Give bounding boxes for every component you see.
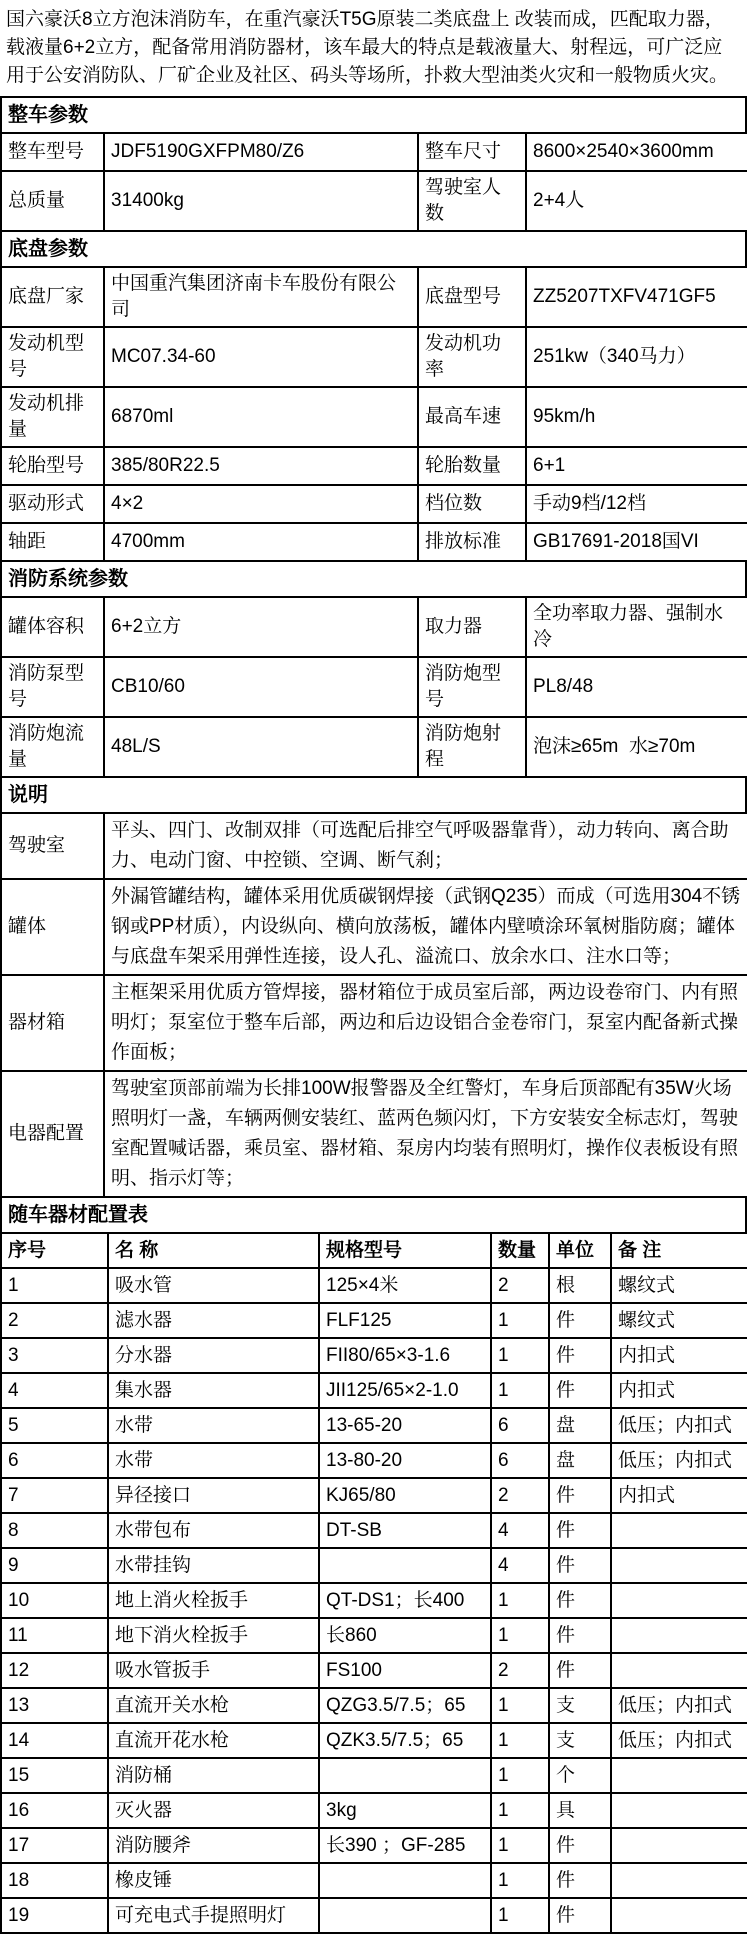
table-cell: QT-DS1；长400 — [319, 1583, 491, 1618]
table-cell: 件 — [549, 1303, 611, 1338]
table-cell: 1 — [491, 1898, 549, 1933]
table-cell: 1 — [491, 1688, 549, 1723]
column-header-index: 序号 — [1, 1233, 108, 1268]
table-cell: GB17691-2018国VI — [526, 523, 747, 561]
table-cell: 5 — [1, 1408, 108, 1443]
table-row — [1, 171, 747, 231]
table-row — [1, 1653, 747, 1688]
table-cell: 16 — [1, 1793, 108, 1828]
table-cell: 水带 — [108, 1443, 319, 1478]
table-row — [1, 1071, 747, 1197]
table-cell — [611, 1583, 747, 1618]
table-cell: 内扣式 — [611, 1373, 747, 1408]
table-cell: FS100 — [319, 1653, 491, 1688]
table-cell: JDF5190GXFPM80/Z6 — [104, 133, 418, 171]
table-cell: 直流开关水枪 — [108, 1688, 319, 1723]
table-cell — [319, 1548, 491, 1583]
table-cell: 13-80-20 — [319, 1443, 491, 1478]
table-row — [1, 133, 747, 171]
table-cell: DT-SB — [319, 1513, 491, 1548]
table-cell: 1 — [491, 1338, 549, 1373]
table-cell: 14 — [1, 1723, 108, 1758]
notes-table — [0, 812, 747, 1198]
table-cell: 发动机排量 — [1, 387, 104, 447]
table-row — [1, 1548, 747, 1583]
table-cell: 滤水器 — [108, 1303, 319, 1338]
notes-body — [1, 813, 747, 1197]
table-cell: 件 — [549, 1513, 611, 1548]
table-row — [1, 975, 747, 1071]
table-cell: 件 — [549, 1828, 611, 1863]
equipment-body — [1, 1268, 747, 1933]
table-cell: 整车尺寸 — [418, 133, 526, 171]
table-cell — [611, 1863, 747, 1898]
table-cell: 件 — [549, 1373, 611, 1408]
table-cell: 发动机型号 — [1, 327, 104, 387]
table-cell: 直流开花水枪 — [108, 1723, 319, 1758]
table-cell: 8 — [1, 1513, 108, 1548]
equipment-table — [0, 1232, 747, 1934]
table-cell: 器材箱 — [1, 975, 104, 1071]
table-cell: 15 — [1, 1758, 108, 1793]
table-cell: 总质量 — [1, 171, 104, 231]
table-cell: 底盘型号 — [418, 267, 526, 327]
table-cell: 件 — [549, 1583, 611, 1618]
table-row — [1, 447, 747, 485]
chassis-params-table — [0, 266, 747, 562]
table-cell: 全功率取力器、强制水冷 — [526, 597, 747, 657]
table-cell: 13 — [1, 1688, 108, 1723]
table-row — [1, 717, 747, 777]
table-row — [1, 485, 747, 523]
table-cell — [319, 1898, 491, 1933]
table-cell: 1 — [491, 1723, 549, 1758]
table-cell: 6+2立方 — [104, 597, 418, 657]
table-cell: 125×4米 — [319, 1268, 491, 1303]
table-cell: 驾驶室 — [1, 813, 104, 879]
column-header-quantity: 数量 — [491, 1233, 549, 1268]
section-header-chassis-params: 底盘参数 — [0, 230, 747, 268]
table-cell: 4 — [1, 1373, 108, 1408]
table-cell: 2 — [491, 1268, 549, 1303]
table-cell: 件 — [549, 1548, 611, 1583]
table-cell: 消防炮流量 — [1, 717, 104, 777]
table-cell: 吸水管扳手 — [108, 1653, 319, 1688]
table-row — [1, 1723, 747, 1758]
table-cell: 6870ml — [104, 387, 418, 447]
table-cell: 手动9档/12档 — [526, 485, 747, 523]
table-cell: 消防桶 — [108, 1758, 319, 1793]
table-row — [1, 387, 747, 447]
table-cell: 4 — [491, 1513, 549, 1548]
table-cell — [611, 1828, 747, 1863]
table-cell: 取力器 — [418, 597, 526, 657]
table-cell: 排放标准 — [418, 523, 526, 561]
table-cell: 发动机功率 — [418, 327, 526, 387]
table-cell: QZK3.5/7.5；65 — [319, 1723, 491, 1758]
table-cell: 件 — [549, 1338, 611, 1373]
section-header-notes: 说明 — [0, 776, 747, 814]
table-cell — [611, 1548, 747, 1583]
table-cell: 1 — [491, 1758, 549, 1793]
table-cell — [611, 1793, 747, 1828]
table-cell: 3 — [1, 1338, 108, 1373]
table-cell: 吸水管 — [108, 1268, 319, 1303]
table-cell: 水带包布 — [108, 1513, 319, 1548]
column-header-remark: 备 注 — [611, 1233, 747, 1268]
table-cell: 6+1 — [526, 447, 747, 485]
table-cell: 个 — [549, 1758, 611, 1793]
intro-paragraph: 国六豪沃8立方泡沫消防车，在重汽豪沃T5G原装二类底盘上 改装而成，匹配取力器，载液量6+2立方，配备常用消防器材，该车最大的特点是载液量大、射程远，可广泛应用于公安消防队、厂矿企业及社区、码头等场所，扑救大型油类火灾和一般物质火灾。 — [6, 9, 729, 86]
equipment-header-row — [1, 1233, 747, 1268]
table-cell — [611, 1653, 747, 1688]
table-row — [1, 1478, 747, 1513]
table-cell: 2+4人 — [526, 171, 747, 231]
table-cell: 盘 — [549, 1443, 611, 1478]
table-cell: 驾驶室顶部前端为长排100W报警器及全红警灯，车身后顶部配有35W火场照明灯一盏，车辆两侧安装红、蓝两色频闪灯，下方安装安全标志灯，驾驶室配置喊话器，乘员室、器材箱、泵房内均装有照明灯，操作仪表板设有照明、指示灯等； — [104, 1071, 747, 1197]
table-row — [1, 1688, 747, 1723]
table-cell: 消防炮型号 — [418, 657, 526, 717]
table-cell: 底盘厂家 — [1, 267, 104, 327]
table-cell: 长390 ；GF-285 — [319, 1828, 491, 1863]
table-row — [1, 1513, 747, 1548]
table-cell: 分水器 — [108, 1338, 319, 1373]
table-cell: QZG3.5/7.5；65 — [319, 1688, 491, 1723]
table-row — [1, 1618, 747, 1653]
table-cell: 件 — [549, 1898, 611, 1933]
table-cell: 泡沫≥65m 水≥70m — [526, 717, 747, 777]
table-cell: 1 — [491, 1793, 549, 1828]
table-cell: 6 — [491, 1408, 549, 1443]
table-cell: 主框架采用优质方管焊接，器材箱位于成员室后部，两边设卷帘门、内有照明灯；泵室位于整车后部，两边和后边设铝合金卷帘门，泵室内配备新式操作面板； — [104, 975, 747, 1071]
table-cell: 19 — [1, 1898, 108, 1933]
table-cell: 31400kg — [104, 171, 418, 231]
table-row — [1, 1268, 747, 1303]
table-cell: 消防炮射程 — [418, 717, 526, 777]
table-cell: 罐体 — [1, 879, 104, 975]
table-cell: 内扣式 — [611, 1478, 747, 1513]
table-cell: 4×2 — [104, 485, 418, 523]
table-cell — [611, 1898, 747, 1933]
table-cell: 251kw（340马力） — [526, 327, 747, 387]
table-row — [1, 1338, 747, 1373]
table-row — [1, 1583, 747, 1618]
table-cell: 具 — [549, 1793, 611, 1828]
table-cell: 地下消火栓扳手 — [108, 1618, 319, 1653]
table-cell: 消防泵型号 — [1, 657, 104, 717]
table-cell: 长860 — [319, 1618, 491, 1653]
table-row — [1, 1828, 747, 1863]
table-cell: 件 — [549, 1863, 611, 1898]
table-row — [1, 1408, 747, 1443]
table-cell: 电器配置 — [1, 1071, 104, 1197]
table-row — [1, 597, 747, 657]
table-cell: 档位数 — [418, 485, 526, 523]
table-row — [1, 1898, 747, 1933]
table-row — [1, 1758, 747, 1793]
table-row — [1, 1303, 747, 1338]
table-cell: 轴距 — [1, 523, 104, 561]
table-row — [1, 523, 747, 561]
table-row — [1, 327, 747, 387]
table-cell: FII80/65×3-1.6 — [319, 1338, 491, 1373]
table-cell: 11 — [1, 1618, 108, 1653]
table-cell: 地上消火栓扳手 — [108, 1583, 319, 1618]
table-row — [1, 813, 747, 879]
table-cell: 2 — [491, 1653, 549, 1688]
table-cell: 1 — [491, 1583, 549, 1618]
table-cell: 12 — [1, 1653, 108, 1688]
table-cell — [319, 1863, 491, 1898]
table-cell: 13-65-20 — [319, 1408, 491, 1443]
table-cell: PL8/48 — [526, 657, 747, 717]
table-cell: 整车型号 — [1, 133, 104, 171]
table-cell: 1 — [491, 1863, 549, 1898]
table-cell — [319, 1758, 491, 1793]
table-cell: 低压；内扣式 — [611, 1408, 747, 1443]
table-row — [1, 1443, 747, 1478]
table-cell: 橡皮锤 — [108, 1863, 319, 1898]
table-cell: 轮胎型号 — [1, 447, 104, 485]
table-cell: 1 — [491, 1303, 549, 1338]
table-cell: 根 — [549, 1268, 611, 1303]
table-cell: 罐体容积 — [1, 597, 104, 657]
table-cell: 95km/h — [526, 387, 747, 447]
table-cell: 385/80R22.5 — [104, 447, 418, 485]
table-cell: 消防腰斧 — [108, 1828, 319, 1863]
table-cell: 件 — [549, 1478, 611, 1513]
vehicle-params-table — [0, 132, 747, 232]
table-cell: JII125/65×2-1.0 — [319, 1373, 491, 1408]
table-cell: 集水器 — [108, 1373, 319, 1408]
table-row — [1, 1373, 747, 1408]
table-cell: 6 — [491, 1443, 549, 1478]
column-header-name: 名 称 — [108, 1233, 319, 1268]
table-cell: 48L/S — [104, 717, 418, 777]
table-cell: 8600×2540×3600mm — [526, 133, 747, 171]
table-cell: 1 — [491, 1828, 549, 1863]
column-header-model: 规格型号 — [319, 1233, 491, 1268]
table-row — [1, 657, 747, 717]
table-cell — [611, 1513, 747, 1548]
table-cell: 9 — [1, 1548, 108, 1583]
table-cell: 驱动形式 — [1, 485, 104, 523]
table-cell: MC07.34-60 — [104, 327, 418, 387]
table-cell: 3kg — [319, 1793, 491, 1828]
table-cell: 轮胎数量 — [418, 447, 526, 485]
table-cell: 低压；内扣式 — [611, 1443, 747, 1478]
table-cell: 最高车速 — [418, 387, 526, 447]
table-cell: 水带 — [108, 1408, 319, 1443]
table-cell: 1 — [491, 1618, 549, 1653]
table-cell: 水带挂钩 — [108, 1548, 319, 1583]
table-row — [1, 267, 747, 327]
table-cell: 件 — [549, 1618, 611, 1653]
table-cell: ZZ5207TXFV471GF5 — [526, 267, 747, 327]
section-header-fire-system-params: 消防系统参数 — [0, 560, 747, 598]
table-cell: 低压；内扣式 — [611, 1723, 747, 1758]
section-header-equipment: 随车器材配置表 — [0, 1196, 747, 1234]
table-cell: 中国重汽集团济南卡车股份有限公司 — [104, 267, 418, 327]
table-cell: 螺纹式 — [611, 1303, 747, 1338]
table-cell: 4700mm — [104, 523, 418, 561]
table-row — [1, 1793, 747, 1828]
table-cell: 10 — [1, 1583, 108, 1618]
table-cell: FLF125 — [319, 1303, 491, 1338]
chassis-params-body — [1, 267, 747, 561]
table-cell — [611, 1618, 747, 1653]
table-cell: CB10/60 — [104, 657, 418, 717]
table-cell: 支 — [549, 1723, 611, 1758]
table-cell: 7 — [1, 1478, 108, 1513]
table-cell: 外漏管罐结构，罐体采用优质碳钢焊接（武钢Q235）而成（可选用304不锈钢或PP材质），内设纵向、横向放荡板，罐体内壁喷涂环氧树脂防腐；罐体与底盘车架采用弹性连接，设人孔、溢流口、放余水口、注水口等； — [104, 879, 747, 975]
table-row — [1, 1863, 747, 1898]
table-cell: 4 — [491, 1548, 549, 1583]
table-cell — [611, 1758, 747, 1793]
vehicle-params-body — [1, 133, 747, 231]
section-header-vehicle-params: 整车参数 — [0, 96, 747, 134]
table-cell: 灭火器 — [108, 1793, 319, 1828]
table-cell: 螺纹式 — [611, 1268, 747, 1303]
table-cell: 6 — [1, 1443, 108, 1478]
table-row — [1, 879, 747, 975]
table-cell: 内扣式 — [611, 1338, 747, 1373]
table-cell: 件 — [549, 1653, 611, 1688]
table-cell: 1 — [1, 1268, 108, 1303]
table-cell: 可充电式手提照明灯 — [108, 1898, 319, 1933]
fire-system-params-table — [0, 596, 747, 778]
table-cell: 驾驶室人数 — [418, 171, 526, 231]
table-cell: 盘 — [549, 1408, 611, 1443]
table-cell: 17 — [1, 1828, 108, 1863]
fire-system-params-body — [1, 597, 747, 777]
table-cell: 异径接口 — [108, 1478, 319, 1513]
column-header-unit: 单位 — [549, 1233, 611, 1268]
table-cell: 支 — [549, 1688, 611, 1723]
table-cell: 2 — [1, 1303, 108, 1338]
table-cell: 1 — [491, 1373, 549, 1408]
table-cell: 低压；内扣式 — [611, 1688, 747, 1723]
table-cell: 2 — [491, 1478, 549, 1513]
table-cell: KJ65/80 — [319, 1478, 491, 1513]
table-cell: 18 — [1, 1863, 108, 1898]
table-cell: 平头、四门、改制双排（可选配后排空气呼吸器靠背），动力转向、离合助力、电动门窗、中控锁、空调、断气刹； — [104, 813, 747, 879]
